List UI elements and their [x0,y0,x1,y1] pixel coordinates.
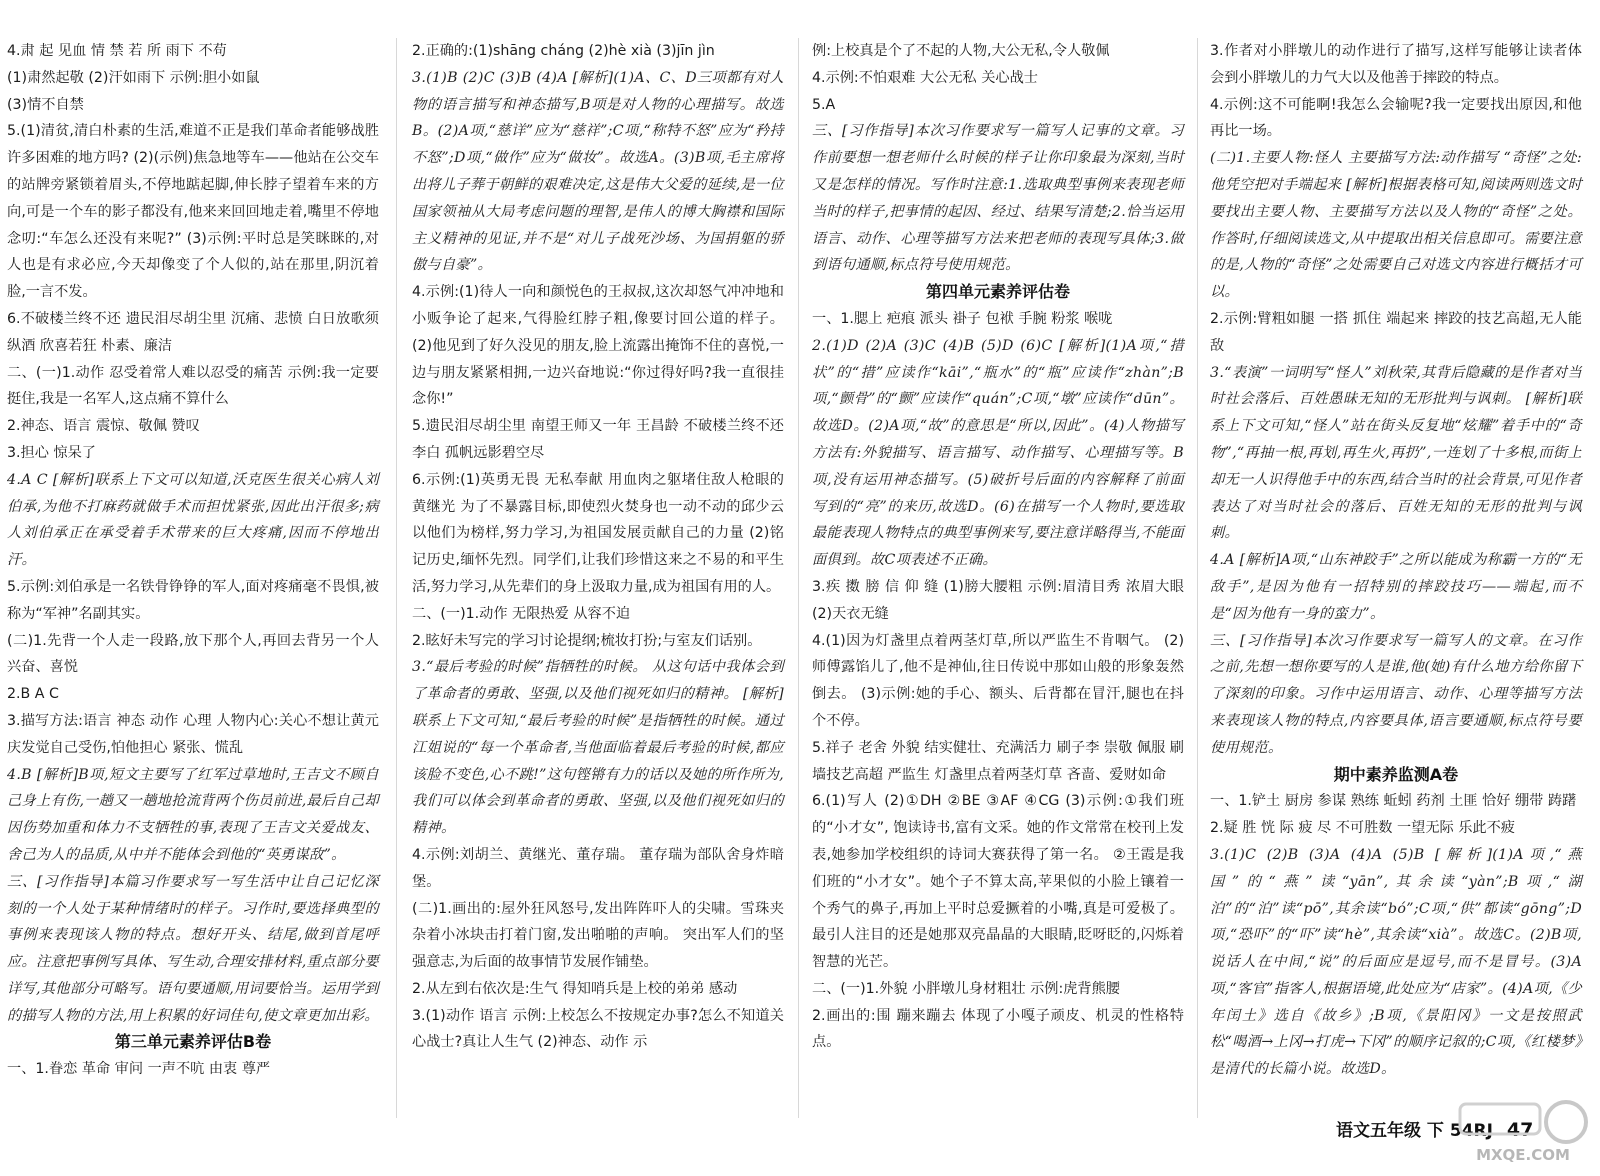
page-number: 47 [1506,1119,1534,1141]
column-divider [1197,38,1198,1118]
answer-paragraph: 4.示例:刘胡兰、黄继光、董存瑞。 董存瑞为部队舍身炸暗堡。 [412,846,784,890]
answer-column-1 [7,38,379,1083]
answer-paragraph: 4.示例:(1)待人一向和颜悦色的王叔叔,这次却怒气冲冲地和小贩争论了起来,气得脸红脖子粗,像要讨回公道的样子。 (2)他见到了好久没见的朋友,脸上流露出掩饰不住的喜悦,一边与朋友紧紧相拥,一边兴奋地说:“你过得好吗?我一直很挂念你!” [412,284,784,408]
section-heading: 第四单元素养评估卷 [925,282,1070,302]
answer-paragraph: 二、(一)1.动作 忍受着常人难以忍受的痛苦 示例:我一定要挺住,我是一名军人,这点痛不算什么 [7,364,379,408]
section-heading: 期中素养监测A卷 [1333,764,1459,784]
answer-paragraph: 3.“最后考验的时候”指牺牲的时候。 从这句话中我体会到了革命者的勇敢、坚强,以及他们视死如归的精神。 [解析]联系上下文可知,“最后考验的时候”是指牺牲的时候。通过江姐说的“每一个革命者,当他面临着最后考验的时候,都应该脸不变色,心不跳!”这句铿锵有力的话以及她的所作所为,我们可以体会到革命者的勇敢、坚强,以及他们视死如归的精神。 [412,659,784,837]
watermark-text: MXQE.COM [1476,1146,1570,1164]
answer-paragraph: 6.示例:(1)英勇无畏 无私奉献 用血肉之躯堵住敌人枪眼的黄继光 为了不暴露目标,即使烈火焚身也一动不动的邱少云 以他们为榜样,努力学习,为祖国发展贡献自己的力量 (2)铭记历史,缅怀先烈。同学们,让我们珍惜这来之不易的和平生活,努力学习,从先辈们的身上汲取力量,成为祖国有用的人。 [412,471,784,595]
column-divider [396,38,397,1118]
answer-paragraph: 一、1.眷恋 革命 审问 一声不吭 由衷 尊严 [7,1061,271,1078]
answer-paragraph: 5.祥子 老舍 外貌 结实健壮、充满活力 刷子李 崇敬 佩服 刷墙技艺高超 严监生 灯盏里点着两茎灯草 吝啬、爱财如命 [812,739,1184,783]
answer-paragraph: 三、[习作指导]本次习作要求写一篇写人记事的文章。习作前要想一想老师什么时候的样子让你印象最为深刻,当时又是怎样的情况。写作时注意:1.选取典型事例来表现老师当时的样子,把事情的起因、经过、结果写清楚;2.恰当运用语言、动作、心理等描写方法来把老师的表现写具体;3.做到语句通顺,标点符号使用规范。 [812,123,1184,274]
answer-paragraph: 一、1.铲土 厨房 参谋 熟练 蚯蚓 药剂 土匪 恰好 绷带 踌躇 [1210,793,1577,810]
answer-paragraph: 三、[习作指导]本篇习作要求写一写生活中让自己记忆深刻的一个人处于某种情绪时的样子。习作时,要选择典型的事例来表现该人物的特点。想好开头、结尾,做到首尾呼应。注意把事例写具体、写生动,合理安排材料,重点部分要详写,其他部分可略写。语句要通顺,用词要恰当。运用学到的描写人物的方法,用上积累的好词佳句,使文章更加出彩。 [7,873,379,1024]
answer-paragraph: 6.(1)写人 (2)①DH ②BE ③AF ④CG (3)示例:①我们班的“小才女”, 饱读诗书,富有文采。她的作文常常在校刊上发表,她参加学校组织的诗词大赛获得了第一名。 ②王霞是我们班的“小才女”。她个子不算太高,苹果似的小脸上镶着一个秀气的鼻子,再加上平时总爱撅着的小嘴,真是可爱极了。最引人注目的还是她那双亮晶晶的大眼睛,眨呀眨的,闪烁着智慧的光芒。 [812,793,1184,971]
answer-paragraph: 5.A [812,96,836,113]
answer-paragraph: 4.A [解析]A项,“山东神跤手”之所以能成为称霸一方的“无敌手”,是因为他有一招特别的摔跤技巧——端起,而不是“因为他有一身的蛮力”。 [1210,552,1582,622]
answer-paragraph: 6.不破楼兰终不还 遗民泪尽胡尘里 沉痛、悲愤 白日放歌须纵酒 欣喜若狂 朴素、廉洁 [7,310,379,354]
answer-paragraph: 4.示例:不怕艰难 大公无私 关心战士 [812,69,1038,86]
answer-paragraph: (二)1.先背一个人走一段路,放下那个人,再回去背另一个人 兴奋、喜悦 [7,632,379,676]
answer-paragraph: 3.(1)C (2)B (3)A (4)A (5)B [解析](1)A项,“燕国”的“燕”读“yān”,其余读“yàn”;B项,“湖泊”的“泊”读“pō”,其余读“bó”;C项,“供”都读“gōng”;D项,“恐吓”的“吓”读“hè”,其余读“xià”。故选C。(2)B项,说话人在中间,“说”的后面应是逗号,而不是冒号。(3)A项,“客官”指客人,根据语境,此处应为“店家”。(4)A项,《少年闰土》选自《故乡》;B项,《景阳冈》一文是按照武松“喝酒→上冈→打虎→下冈”的顺序记叙的;C项,《红楼梦》是清代的长篇小说。故选D。 [1210,846,1582,1078]
answer-paragraph: 4.(1)因为灯盏里点着两茎灯草,所以严监生不肯咽气。 (2)师傅露馅儿了,他不是神仙,往日传说中那如山般的形象轰然倒去。 (3)示例:她的手心、额头、后背都在冒汗,腿也在抖个不停。 [812,632,1184,729]
answer-paragraph: 二、(一)1.外貌 小胖墩儿身材粗壮 示例:虎背熊腰 [812,980,1120,997]
answer-paragraph: 2.疑 胜 恍 际 疲 尽 不可胜数 一望无际 乐此不疲 [1210,820,1515,837]
answer-paragraph: 4.示例:这不可能啊!我怎么会输呢?我一定要找出原因,和他再比一场。 [1210,96,1582,140]
answer-paragraph: 5.示例:刘伯承是一名铁骨铮铮的军人,面对疼痛毫不畏惧,被称为“军神”名副其实。 [7,578,379,622]
answer-paragraph: 3.(1)B (2)C (3)B (4)A [解析](1)A、C、D三项都有对人物的语言描写和神态描写,B项是对人物的心理描写。故选B。(2)A项,“慈详”应为“慈祥”;C项,“称特不怒”应为“矜持不怒”;D项,“做作”应为“做妆”。故选A。(3)B项,毛主席将出将儿子葬于朝鲜的艰难决定,这是伟大父爱的延续,是一位国家领袖从大局考虑问题的理智,是伟人的博大胸襟和国际主义精神的见证,并不是“对儿子战死沙场、为国捐躯的骄傲与自豪”。 [412,69,784,274]
answer-paragraph: 2.B A C [7,686,59,703]
answer-paragraph: 2.画出的:围 蹦来蹦去 体现了小嘎子顽皮、机灵的性格特点。 [812,1007,1184,1051]
answer-paragraph: 2.正确的:(1)shāng cháng (2)hè xià (3)jīn jìn [412,43,715,59]
answer-paragraph: 2.示例:臂粗如腿 一搭 抓住 端起来 摔跤的技艺高超,无人能敌 [1210,310,1582,354]
answer-paragraph: 4.B [解析]B项,短文主要写了红军过草地时,王吉文不顾自己身上有伤,一趟又一趟地抢流背两个伤员前进,最后自己却因伤势加重和体力不支牺牲的事,表现了王吉文关爱战友、舍己为人的品质,从中并不能体会到他的“英勇谋敌”。 [7,766,379,863]
answer-paragraph: 3.担心 惊呆了 [7,444,96,461]
answer-paragraph: (二)1.主要人物:怪人 主要描写方法:动作描写 “奇怪”之处:他凭空把对手端起来 [解析]根据表格可知,阅读两则选文时要找出主要人物、主要描写方法以及人物的“奇怪”之处。作答时,仔细阅读选文,从中提取出相关信息即可。需要注意的是,人物的“奇怪”之处需要自己对选文内容进行概括才可以。 [1210,150,1582,301]
answer-paragraph: 二、(一)1.动作 无限热爱 从容不迫 [412,605,631,622]
answer-paragraph: (二)1.画出的:屋外狂风怒号,发出阵阵吓人的尖啸。雪珠夹杂着小冰块击打着门窗,发出啪啪的声响。 突出军人们的坚强意志,为后面的故事情节发展作铺垫。 [412,900,784,971]
answer-paragraph: 4.肃 起 见血 情 禁 若 所 雨下 不苟 [7,43,227,59]
answer-paragraph: (1)肃然起敬 (2)汗如雨下 示例:胆小如鼠 [7,69,260,86]
answer-paragraph: 3.疾 擞 膀 信 仰 缝 (1)膀大腰粗 示例:眉清目秀 浓眉大眼 (2)天衣无缝 [812,578,1184,622]
answer-paragraph: 2.神态、语言 震惊、敬佩 赞叹 [7,418,200,435]
answer-paragraph: 3.“表演”一词明写“怪人”刘秋荣,其背后隐藏的是作者对当时社会落后、百姓愚昧无知的无形批判与讽刺。 [解析]联系上下文可知,“怪人”站在街头反复地“炫耀”着手中的“奇物”,“再抽一根,再划,再生火,再扔”,一连划了十多根,而街上却无一人识得他手中的东西,结合当时的社会背景,可见作者表达了对当时社会的落后、百姓无知的无形的批判与讽刺。 [1210,364,1582,542]
answer-paragraph: 三、[习作指导]本次习作要求写一篇写人的文章。在习作之前,先想一想你要写的人是谁,他(她)有什么地方给你留下了深刻的印象。习作中运用语言、动作、心理等描写方法来表现该人物的特点,内容要具体,语言要通顺,标点符号要使用规范。 [1210,632,1582,756]
answer-column-3 [812,38,1184,1056]
section-heading: 第三单元素养评估B卷 [114,1032,272,1052]
answer-paragraph: 2.(1)D (2)A (3)C (4)B (5)D (6)C [解析](1)A项,“措状”的“措”应读作“kāi”,“瓶水”的“瓶”应读作“zhàn”;B项,“颤骨”的“颤”应读作“quán”;C项,“墩”应读作“dūn”。故选D。(2)A项,“故”的意思是“所以,因此”。(4)人物描写方法有:外貌描写、语言描写、动作描写、心理描写等。B项,没有运用神态描写。(5)破折号后面的内容解释了前面写到的“亮”的来历,故选D。(6)在描写一个人物时,要选取最能表现人物特点的典型事例来写,要注意详略得当,不能面面俱到。故C项表述不正确。 [812,337,1184,569]
answer-paragraph: 5.(1)清贫,清白朴素的生活,难道不正是我们革命者能够战胜许多困难的地方吗? (2)(示例)焦急地等车——他站在公交车的站牌旁紧锁着眉头,不停地踮起脚,伸长脖子望着车来的方向,可是一个车的影子都没有,他来来回回地走着,嘴里不停地念叨:“车怎么还没有来呢?” (3)示例:平时总是笑眯眯的,对人也是有求必应,今天却像变了个人似的,站在那里,阴沉着脸,一言不发。 [7,123,379,301]
answer-column-4 [1210,38,1582,1083]
answer-paragraph: 2.从左到右依次是:生气 得知哨兵是上校的弟弟 感动 [412,980,738,997]
answer-paragraph: 3.描写方法:语言 神态 动作 心理 人物内心:关心不想让黄元庆发觉自己受伤,怕他担心 紧张、慌乱 [7,712,379,756]
answer-paragraph: 3.(1)动作 语言 示例:上校怎么不按规定办事?怎么不知道关心战士?真让人生气 (2)神态、动作 示 [412,1007,784,1051]
answer-paragraph: 4.A C [解析]联系上下文可以知道,沃克医生很关心病人刘伯承,为他不打麻药就做手术而担忧紧张,因此出汗很多;病人刘伯承正在承受着手术带来的巨大疼痛,因而不停地出汗。 [7,471,379,569]
answer-paragraph: 2.眩好未写完的学习讨论提纲;梳妆打扮;与室友们话别。 [412,632,762,649]
column-divider [798,38,799,1118]
answer-paragraph: 一、1.腮上 疤痕 派头 褂子 包袱 手腕 粉浆 喉咙 [812,310,1113,327]
answer-paragraph: 5.遗民泪尽胡尘里 南望王师又一年 王昌龄 不破楼兰终不还 李白 孤帆远影碧空尽 [412,418,784,461]
answer-paragraph: (3)情不自禁 [7,96,84,113]
footer-book-label: 语文五年级 下 54RJ [1336,1121,1493,1141]
answer-paragraph: 3.作者对小胖墩儿的动作进行了描写,这样写能够让读者体会到小胖墩儿的力气大以及他善于摔跤的特点。 [1210,43,1582,86]
watermark-logo [1456,1090,1590,1170]
answer-column-2 [412,38,784,1056]
answer-paragraph: 例:上校真是个了不起的人物,大公无私,令人敬佩 [812,43,1110,59]
